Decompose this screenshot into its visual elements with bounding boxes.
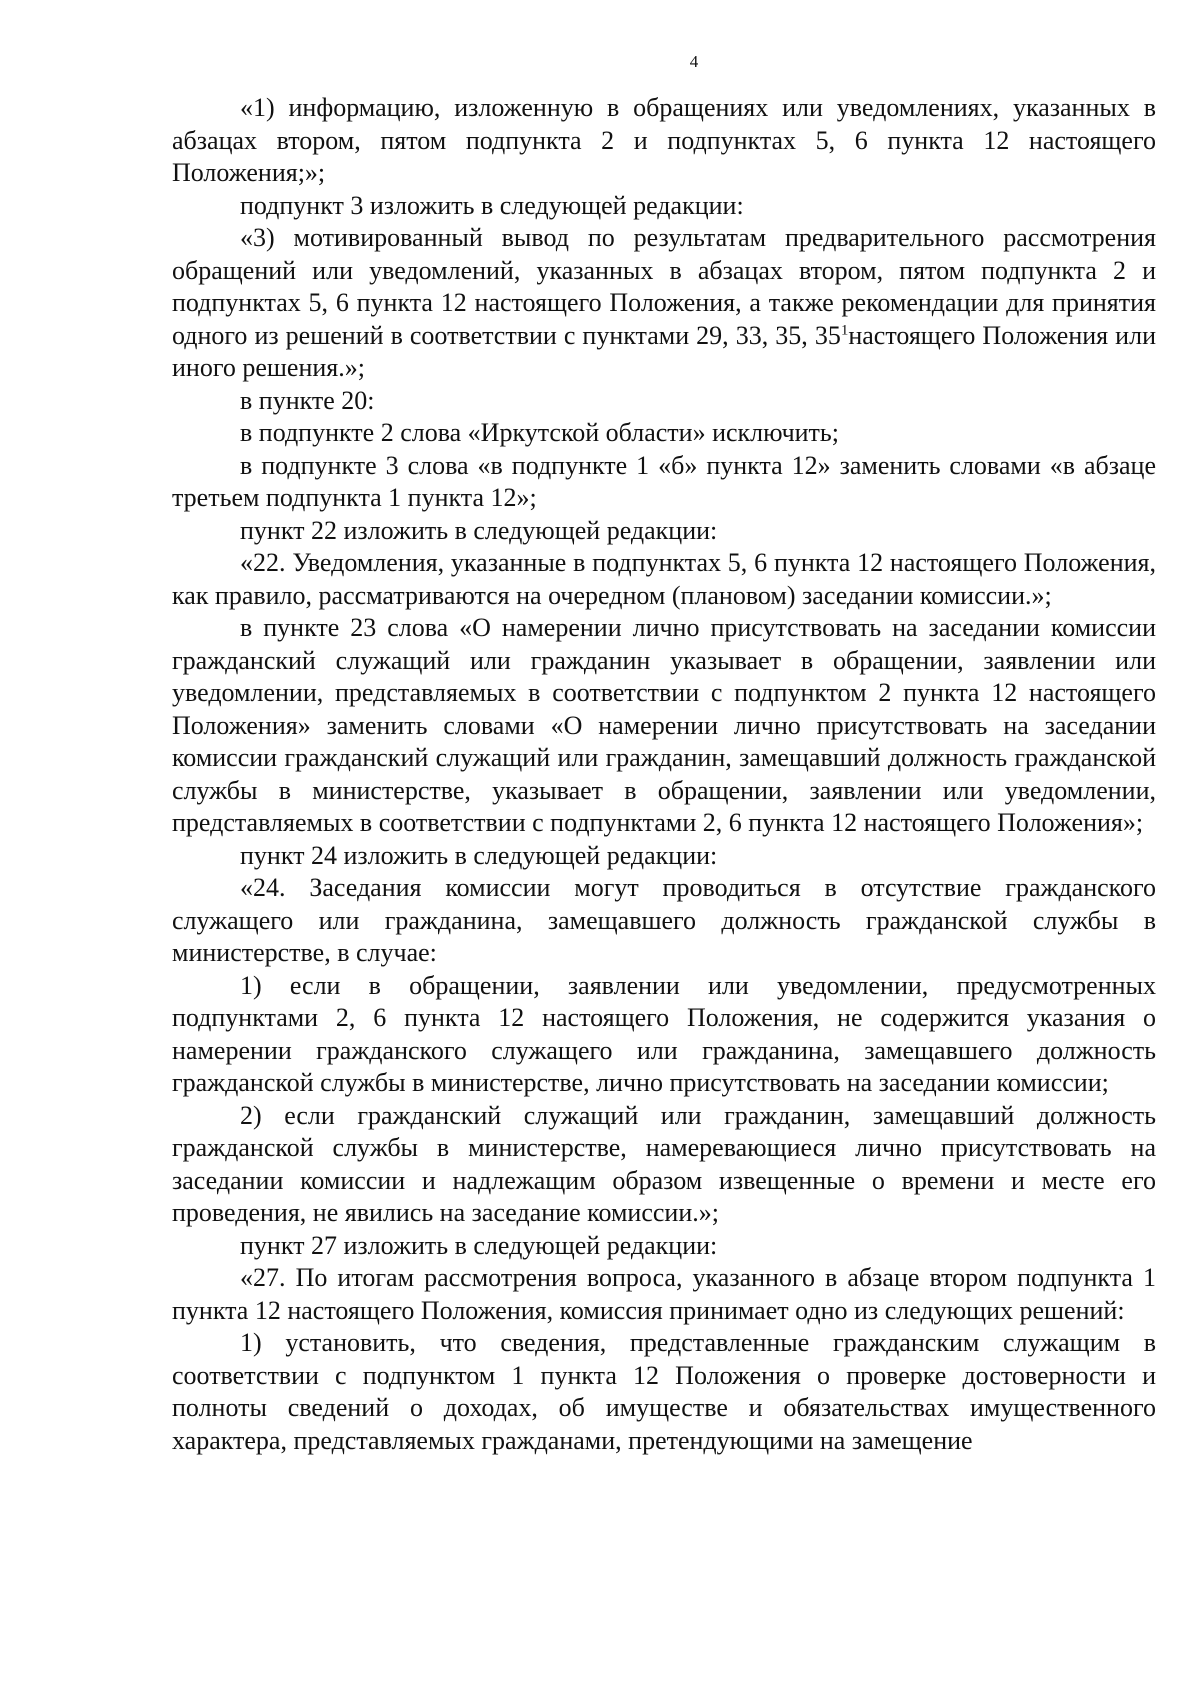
paragraph <box>172 190 1156 223</box>
paragraph-text: пункт 27 изложить в следующей редакции: <box>240 1230 718 1260</box>
paragraph <box>172 840 1156 873</box>
paragraph <box>172 92 1156 190</box>
paragraph-text: «24. Заседания комиссии могут проводиться в отсутствие гражданского служащего или гражданина, замещавшего должность гражданской службы в министерстве, в случае: <box>172 873 1156 967</box>
paragraph <box>172 612 1156 840</box>
paragraph <box>172 385 1156 418</box>
paragraph <box>172 1327 1156 1457</box>
paragraph <box>172 1100 1156 1230</box>
paragraph <box>172 417 1156 450</box>
paragraph <box>172 515 1156 548</box>
paragraph-text: 1) установить, что сведения, представленные гражданским служащим в соответствии с подпунктом 1 пункта 12 Положения о проверке достоверности и полноты сведений о доходах, об имуществе и обязательствах имущественного характера, представляемых гражданами, претендующими на замещение <box>172 1328 1156 1455</box>
document-body <box>172 92 1156 1457</box>
paragraph <box>172 1262 1156 1327</box>
paragraph <box>172 1230 1156 1263</box>
paragraph-text: «1) информацию, изложенную в обращениях или уведомлениях, указанных в абзацах втором, пятом подпункта 2 и подпунктах 5, 6 пункта 12 настоящего Положения;»; <box>172 93 1156 187</box>
paragraph <box>172 222 1156 385</box>
paragraph-text: пункт 22 изложить в следующей редакции: <box>240 515 718 545</box>
paragraph-text: «27. По итогам рассмотрения вопроса, указанного в абзаце втором подпункта 1 пункта 12 настоящего Положения, комиссия принимает одно из следующих решений: <box>172 1263 1156 1325</box>
paragraph-text: в пункте 23 слова «О намерении лично присутствовать на заседании комиссии гражданский служащий или гражданин указывает в обращении, заявлении или уведомлении, представляемых в соответствии с подпунктом 2 пункта 12 настоящего Положения» заменить словами «О намерении лично присутствовать на заседании комиссии гражданский служащий или гражданин, замещавший должность гражданской службы в министерстве, указывает в обращении, заявлении или уведомлении, представляемых в соответствии с подпунктами 2, 6 пункта 12 настоящего Положения»; <box>172 613 1156 837</box>
paragraph-text: в подпункте 2 слова «Иркутской области» исключить; <box>240 418 840 447</box>
superscript-index: 1 <box>840 321 849 338</box>
paragraph <box>172 872 1156 970</box>
page-number: 4 <box>689 52 699 71</box>
paragraph-text: 2) если гражданский служащий или гражданин, замещавший должность гражданской службы в министерстве, намеревающиеся лично присутствовать на заседании комиссии и надлежащим образом извещенные о времени и месте его проведения, не явились на заседание комиссии.»; <box>172 1100 1156 1227</box>
paragraph <box>172 970 1156 1100</box>
paragraph <box>172 450 1156 515</box>
paragraph <box>172 547 1156 612</box>
paragraph-text: в подпункте 3 слова «в подпункте 1 «б» пункта 12» заменить словами «в абзаце третьем подпункта 1 пункта 12»; <box>172 450 1156 512</box>
paragraph-text: 1) если в обращении, заявлении или уведомлении, предусмотренных подпунктами 2, 6 пункта 12 настоящего Положения, не содержится указания о намерении гражданского служащего или гражданина, замещавшего должность гражданской службы в министерстве, лично присутствовать на заседании комиссии; <box>172 970 1156 1097</box>
paragraph-text: пункт 24 изложить в следующей редакции: <box>240 840 718 870</box>
paragraph-text: «3) мотивированный вывод по результатам предварительного рассмотрения обращений или уведомлений, указанных в абзацах втором, пятом подпункта 2 и подпунктах 5, 6 пункта 12 настоящего Положения, а также рекомендации для принятия одного из решений в соответствии с пунктами 29, 33, 35, 35 <box>172 223 1156 350</box>
paragraph-text: в пункте 20: <box>240 385 375 415</box>
paragraph-text-continued: настоящего Положения или иного решения.»; <box>172 320 1156 382</box>
paragraph-text: «22. Уведомления, указанные в подпунктах 5, 6 пункта 12 настоящего Положения, как правило, рассматриваются на очередном (плановом) заседании комиссии.»; <box>172 548 1156 610</box>
paragraph-text: подпункт 3 изложить в следующей редакции: <box>240 190 744 220</box>
